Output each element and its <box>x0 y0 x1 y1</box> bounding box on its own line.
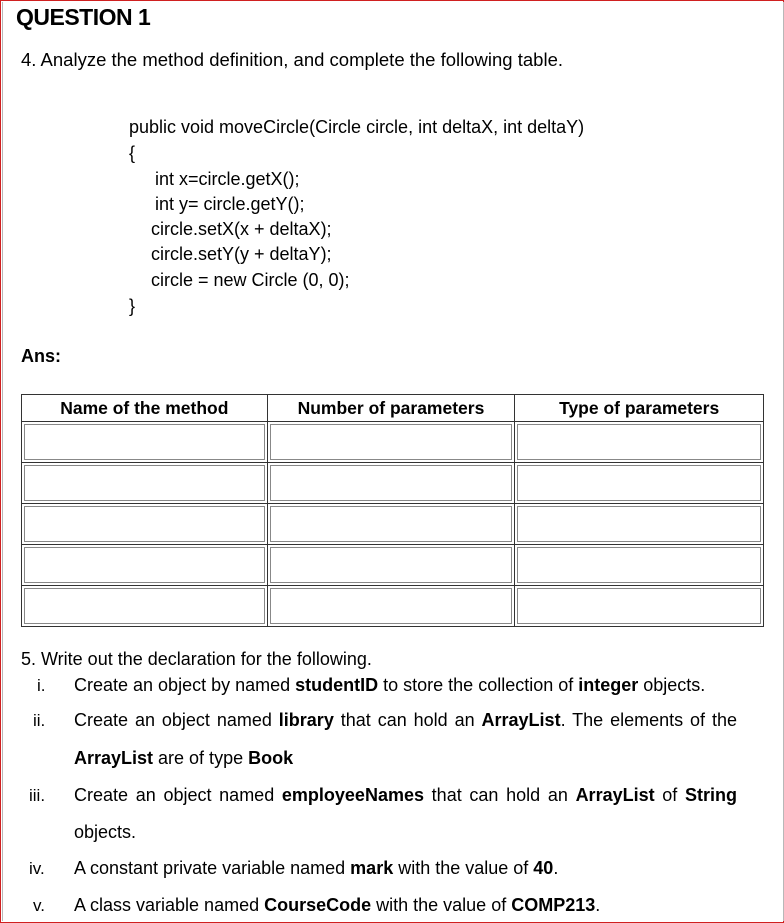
item-number: ii. <box>33 711 46 730</box>
table-cell[interactable] <box>267 463 515 504</box>
list-item: A constant private variable named mark with the value of 40. <box>74 858 559 878</box>
list-item: A class variable named CourseCode with the value of COMP213. <box>74 895 601 915</box>
item-number: iv. <box>29 859 45 878</box>
code-line: circle.setY(y + deltaY); <box>151 244 332 264</box>
code-line: int y= circle.getY(); <box>155 194 305 214</box>
code-line: circle = new Circle (0, 0); <box>151 270 350 290</box>
list-item-continuation: ArrayList are of type Book <box>74 748 294 768</box>
table-header-row <box>22 395 764 422</box>
table-cell[interactable] <box>22 422 268 463</box>
table-cell[interactable] <box>22 545 268 586</box>
table-cell[interactable] <box>267 545 515 586</box>
table-row <box>22 504 764 545</box>
table-row <box>22 586 764 627</box>
table-cell[interactable] <box>22 504 268 545</box>
code-line: { <box>129 143 136 163</box>
code-line: public void moveCircle(Circle circle, int deltaX, int deltaY) <box>129 117 585 137</box>
table-row <box>22 545 764 586</box>
item-number: v. <box>33 896 45 915</box>
item-number: i. <box>37 676 46 695</box>
code-line: int x=circle.getX(); <box>155 169 300 189</box>
question-heading: QUESTION 1 <box>16 4 151 30</box>
table-row <box>22 463 764 504</box>
table-cell[interactable] <box>515 545 764 586</box>
list-item: Create an object by named studentID to store the collection of integer objects. <box>74 675 706 695</box>
table-cell[interactable] <box>515 504 764 545</box>
list-item: Create an object named employeeNames that can hold an ArrayList of String <box>74 785 737 805</box>
item-number: iii. <box>29 786 46 805</box>
table-cell[interactable] <box>267 422 515 463</box>
table-cell[interactable] <box>22 463 268 504</box>
column-header: Name of the method <box>22 395 268 422</box>
code-line: circle.setX(x + deltaX); <box>151 219 332 239</box>
table-cell[interactable] <box>267 504 515 545</box>
answer-label: Ans: <box>21 346 61 366</box>
answer-table <box>21 394 764 627</box>
code-line: } <box>129 296 136 316</box>
list-item: Create an object named library that can hold an ArrayList. The elements of the <box>74 710 737 730</box>
table-cell[interactable] <box>267 586 515 627</box>
question-4-prompt: 4. Analyze the method definition, and complete the following table. <box>21 49 563 70</box>
column-header: Type of parameters <box>515 395 764 422</box>
table-row <box>22 422 764 463</box>
column-header: Number of parameters <box>267 395 515 422</box>
table-cell[interactable] <box>515 586 764 627</box>
list-item-continuation: objects. <box>74 822 137 842</box>
table-cell[interactable] <box>22 586 268 627</box>
question-5-prompt: 5. Write out the declaration for the following. <box>21 649 372 669</box>
table-cell[interactable] <box>515 422 764 463</box>
table-cell[interactable] <box>515 463 764 504</box>
